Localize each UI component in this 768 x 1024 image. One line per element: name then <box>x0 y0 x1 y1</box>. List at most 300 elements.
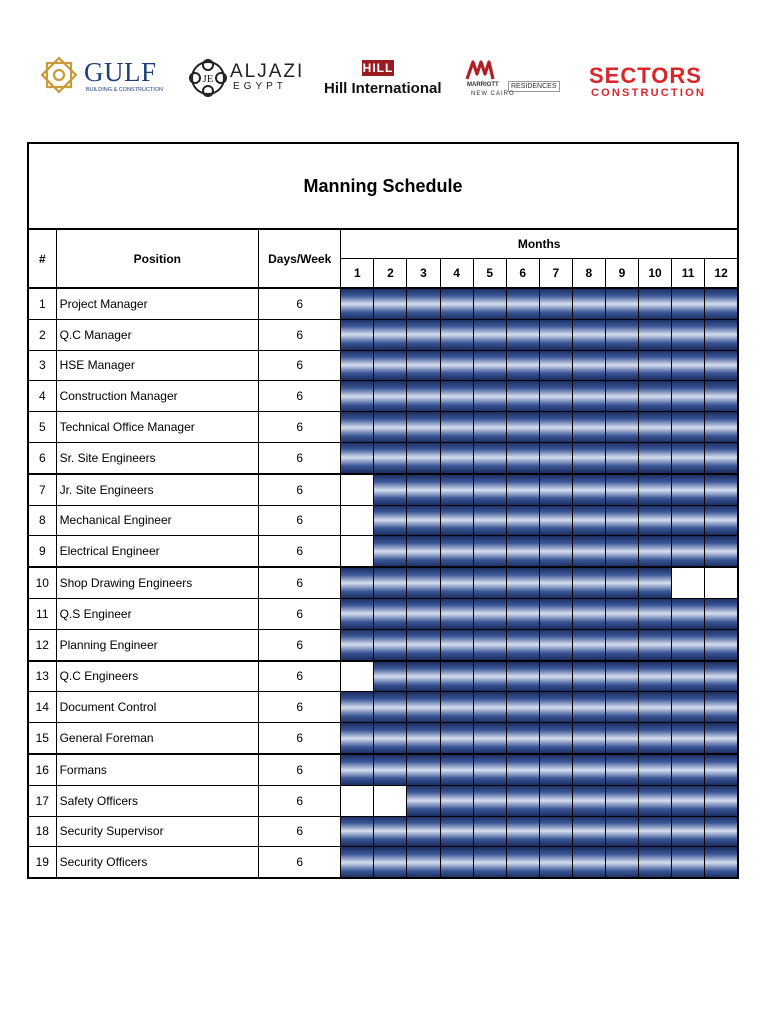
month-cell-10 <box>639 381 672 412</box>
month-cell-6 <box>506 754 539 785</box>
month-cell-5 <box>473 598 506 629</box>
month-cell-7 <box>539 816 572 847</box>
month-cell-1 <box>341 598 374 629</box>
month-cell-8 <box>572 754 605 785</box>
position-cell: Formans <box>56 754 259 785</box>
month-cell-1 <box>341 350 374 381</box>
month-cell-1 <box>341 847 374 878</box>
marriott-name: MARRIOTT <box>467 82 499 88</box>
month-cell-5 <box>473 692 506 723</box>
month-cell-12 <box>705 474 738 505</box>
days-cell: 6 <box>259 692 341 723</box>
month-cell-1 <box>341 319 374 350</box>
row-number: 19 <box>28 847 56 878</box>
month-cell-8 <box>572 847 605 878</box>
days-cell: 6 <box>259 288 341 319</box>
month-cell-9 <box>605 412 638 443</box>
marriott-logo <box>463 60 575 102</box>
month-cell-2 <box>374 567 407 598</box>
month-cell-1 <box>341 381 374 412</box>
month-cell-11 <box>672 661 705 692</box>
days-cell: 6 <box>259 847 341 878</box>
month-cell-2 <box>374 288 407 319</box>
month-cell-3 <box>407 629 440 660</box>
position-cell: Construction Manager <box>56 381 259 412</box>
month-cell-7 <box>539 505 572 536</box>
month-cell-10 <box>639 505 672 536</box>
aljazi-subtitle: EGYPT <box>233 81 287 92</box>
row-number: 7 <box>28 474 56 505</box>
month-cell-7 <box>539 723 572 754</box>
month-cell-6 <box>506 288 539 319</box>
gulf-logo <box>38 54 164 96</box>
days-cell: 6 <box>259 785 341 816</box>
month-cell-7 <box>539 567 572 598</box>
month-cell-5 <box>473 412 506 443</box>
row-number: 12 <box>28 629 56 660</box>
row-number: 1 <box>28 288 56 319</box>
month-cell-12 <box>705 350 738 381</box>
month-cell-8 <box>572 816 605 847</box>
month-cell-4 <box>440 288 473 319</box>
table-row <box>28 723 738 754</box>
month-header-11: 11 <box>672 259 705 289</box>
month-cell-1 <box>341 442 374 473</box>
month-cell-9 <box>605 816 638 847</box>
position-cell: HSE Manager <box>56 350 259 381</box>
row-number: 15 <box>28 723 56 754</box>
month-cell-11 <box>672 816 705 847</box>
month-cell-4 <box>440 442 473 473</box>
month-cell-10 <box>639 442 672 473</box>
month-cell-10 <box>639 754 672 785</box>
month-header-7: 7 <box>539 259 572 289</box>
position-cell: Q.C Engineers <box>56 661 259 692</box>
row-number: 17 <box>28 785 56 816</box>
month-cell-5 <box>473 350 506 381</box>
month-cell-9 <box>605 319 638 350</box>
table-row <box>28 288 738 319</box>
month-header-8: 8 <box>572 259 605 289</box>
month-cell-10 <box>639 629 672 660</box>
month-cell-2 <box>374 847 407 878</box>
month-cell-3 <box>407 505 440 536</box>
month-cell-6 <box>506 319 539 350</box>
row-number: 18 <box>28 816 56 847</box>
month-cell-9 <box>605 474 638 505</box>
month-cell-7 <box>539 629 572 660</box>
month-cell-4 <box>440 692 473 723</box>
month-cell-4 <box>440 785 473 816</box>
month-cell-5 <box>473 505 506 536</box>
month-cell-2 <box>374 350 407 381</box>
month-header-1: 1 <box>341 259 374 289</box>
days-cell: 6 <box>259 412 341 443</box>
month-cell-7 <box>539 754 572 785</box>
position-cell: Mechanical Engineer <box>56 505 259 536</box>
month-cell-12 <box>705 598 738 629</box>
month-cell-2 <box>374 785 407 816</box>
row-number: 6 <box>28 442 56 473</box>
marriott-subtitle: NEW CAIRO <box>471 91 515 97</box>
month-cell-9 <box>605 598 638 629</box>
month-cell-12 <box>705 536 738 567</box>
logo-bar <box>0 0 768 130</box>
position-cell: General Foreman <box>56 723 259 754</box>
month-cell-4 <box>440 723 473 754</box>
month-cell-10 <box>639 692 672 723</box>
month-cell-10 <box>639 723 672 754</box>
month-cell-12 <box>705 505 738 536</box>
month-cell-12 <box>705 785 738 816</box>
month-cell-7 <box>539 350 572 381</box>
month-cell-11 <box>672 598 705 629</box>
month-cell-6 <box>506 381 539 412</box>
days-cell: 6 <box>259 567 341 598</box>
days-cell: 6 <box>259 629 341 660</box>
month-cell-8 <box>572 412 605 443</box>
month-cell-3 <box>407 442 440 473</box>
month-cell-12 <box>705 847 738 878</box>
hill-name: Hill International <box>324 80 442 97</box>
table-row <box>28 598 738 629</box>
month-cell-3 <box>407 381 440 412</box>
header-num: # <box>28 229 56 288</box>
page-title: Manning Schedule <box>303 175 463 196</box>
month-cell-4 <box>440 847 473 878</box>
marriott-m-icon <box>465 60 495 80</box>
month-cell-2 <box>374 661 407 692</box>
row-number: 8 <box>28 505 56 536</box>
month-cell-3 <box>407 754 440 785</box>
month-cell-4 <box>440 319 473 350</box>
month-cell-7 <box>539 412 572 443</box>
hill-mark: HILL <box>362 61 394 75</box>
table-row <box>28 474 738 505</box>
month-cell-6 <box>506 536 539 567</box>
header-days: Days/Week <box>259 229 341 288</box>
month-cell-9 <box>605 288 638 319</box>
month-cell-1 <box>341 412 374 443</box>
month-cell-7 <box>539 536 572 567</box>
month-cell-7 <box>539 598 572 629</box>
month-cell-3 <box>407 598 440 629</box>
month-cell-12 <box>705 381 738 412</box>
month-cell-4 <box>440 505 473 536</box>
position-cell: Security Supervisor <box>56 816 259 847</box>
month-cell-3 <box>407 412 440 443</box>
month-cell-10 <box>639 661 672 692</box>
row-number: 10 <box>28 567 56 598</box>
table-row <box>28 816 738 847</box>
month-header-5: 5 <box>473 259 506 289</box>
month-cell-9 <box>605 785 638 816</box>
month-cell-9 <box>605 567 638 598</box>
sectors-logo <box>589 64 729 104</box>
month-cell-1 <box>341 816 374 847</box>
month-cell-6 <box>506 567 539 598</box>
month-cell-6 <box>506 350 539 381</box>
row-number: 3 <box>28 350 56 381</box>
schedule-table <box>27 228 739 879</box>
month-header-10: 10 <box>639 259 672 289</box>
row-number: 9 <box>28 536 56 567</box>
month-cell-7 <box>539 847 572 878</box>
month-cell-12 <box>705 629 738 660</box>
month-cell-10 <box>639 598 672 629</box>
month-cell-12 <box>705 567 738 598</box>
month-cell-8 <box>572 598 605 629</box>
month-cell-4 <box>440 381 473 412</box>
days-cell: 6 <box>259 474 341 505</box>
month-cell-1 <box>341 661 374 692</box>
month-cell-11 <box>672 412 705 443</box>
month-cell-1 <box>341 785 374 816</box>
month-cell-7 <box>539 474 572 505</box>
month-cell-3 <box>407 723 440 754</box>
month-cell-8 <box>572 785 605 816</box>
month-cell-8 <box>572 442 605 473</box>
table-row <box>28 692 738 723</box>
month-cell-11 <box>672 754 705 785</box>
month-cell-3 <box>407 536 440 567</box>
month-cell-6 <box>506 629 539 660</box>
table-row <box>28 661 738 692</box>
month-cell-1 <box>341 536 374 567</box>
month-cell-4 <box>440 536 473 567</box>
table-row <box>28 567 738 598</box>
month-cell-5 <box>473 847 506 878</box>
month-cell-6 <box>506 505 539 536</box>
days-cell: 6 <box>259 505 341 536</box>
table-row <box>28 536 738 567</box>
month-cell-9 <box>605 381 638 412</box>
row-number: 16 <box>28 754 56 785</box>
month-cell-11 <box>672 847 705 878</box>
days-cell: 6 <box>259 350 341 381</box>
month-cell-2 <box>374 692 407 723</box>
row-number: 4 <box>28 381 56 412</box>
month-cell-4 <box>440 629 473 660</box>
row-number: 2 <box>28 319 56 350</box>
month-cell-8 <box>572 474 605 505</box>
days-cell: 6 <box>259 598 341 629</box>
month-cell-6 <box>506 723 539 754</box>
month-cell-7 <box>539 288 572 319</box>
month-cell-3 <box>407 692 440 723</box>
month-cell-12 <box>705 319 738 350</box>
month-header-9: 9 <box>605 259 638 289</box>
month-cell-11 <box>672 723 705 754</box>
month-cell-9 <box>605 661 638 692</box>
table-row <box>28 847 738 878</box>
sectors-subtitle: CONSTRUCTION <box>591 87 707 99</box>
month-cell-3 <box>407 847 440 878</box>
month-cell-10 <box>639 319 672 350</box>
month-cell-5 <box>473 754 506 785</box>
month-cell-6 <box>506 692 539 723</box>
month-cell-7 <box>539 661 572 692</box>
month-cell-11 <box>672 319 705 350</box>
month-cell-8 <box>572 629 605 660</box>
title-box <box>27 142 739 228</box>
month-cell-2 <box>374 381 407 412</box>
month-cell-12 <box>705 661 738 692</box>
month-cell-8 <box>572 381 605 412</box>
month-cell-4 <box>440 661 473 692</box>
month-cell-6 <box>506 442 539 473</box>
month-cell-7 <box>539 442 572 473</box>
month-cell-2 <box>374 816 407 847</box>
position-cell: Security Officers <box>56 847 259 878</box>
row-number: 11 <box>28 598 56 629</box>
days-cell: 6 <box>259 536 341 567</box>
month-cell-12 <box>705 442 738 473</box>
month-cell-11 <box>672 629 705 660</box>
month-cell-3 <box>407 661 440 692</box>
month-cell-9 <box>605 754 638 785</box>
month-cell-10 <box>639 847 672 878</box>
position-cell: Document Control <box>56 692 259 723</box>
month-cell-6 <box>506 661 539 692</box>
gulf-subtitle: BUILDING & CONSTRUCTION <box>86 87 164 93</box>
month-cell-9 <box>605 723 638 754</box>
month-header-6: 6 <box>506 259 539 289</box>
month-cell-4 <box>440 350 473 381</box>
month-cell-7 <box>539 319 572 350</box>
month-cell-5 <box>473 381 506 412</box>
row-number: 13 <box>28 661 56 692</box>
days-cell: 6 <box>259 723 341 754</box>
month-cell-12 <box>705 692 738 723</box>
month-cell-12 <box>705 288 738 319</box>
month-cell-11 <box>672 381 705 412</box>
month-cell-8 <box>572 661 605 692</box>
month-cell-6 <box>506 412 539 443</box>
month-cell-2 <box>374 754 407 785</box>
month-cell-1 <box>341 567 374 598</box>
days-cell: 6 <box>259 754 341 785</box>
month-cell-3 <box>407 567 440 598</box>
table-row <box>28 412 738 443</box>
month-cell-8 <box>572 350 605 381</box>
month-cell-10 <box>639 567 672 598</box>
marriott-residences: RESIDENCES <box>508 81 560 92</box>
month-cell-11 <box>672 692 705 723</box>
table-row <box>28 319 738 350</box>
month-cell-5 <box>473 474 506 505</box>
month-cell-6 <box>506 785 539 816</box>
aljazi-emblem-icon <box>189 59 227 97</box>
month-cell-10 <box>639 474 672 505</box>
month-cell-1 <box>341 474 374 505</box>
position-cell: Planning Engineer <box>56 629 259 660</box>
aljazi-logo <box>189 58 305 100</box>
month-cell-3 <box>407 816 440 847</box>
month-cell-9 <box>605 350 638 381</box>
month-header-3: 3 <box>407 259 440 289</box>
month-cell-10 <box>639 350 672 381</box>
month-header-12: 12 <box>705 259 738 289</box>
schedule-body <box>28 288 738 878</box>
month-cell-1 <box>341 754 374 785</box>
month-cell-3 <box>407 288 440 319</box>
month-cell-8 <box>572 536 605 567</box>
month-cell-2 <box>374 598 407 629</box>
hill-logo <box>324 58 442 100</box>
month-cell-6 <box>506 598 539 629</box>
position-cell: Electrical Engineer <box>56 536 259 567</box>
table-row <box>28 442 738 473</box>
aljazi-name: ALJAZI <box>230 61 305 82</box>
month-cell-8 <box>572 723 605 754</box>
month-cell-9 <box>605 442 638 473</box>
month-cell-11 <box>672 785 705 816</box>
header-position: Position <box>56 229 259 288</box>
month-cell-4 <box>440 567 473 598</box>
position-cell: Jr. Site Engineers <box>56 474 259 505</box>
month-cell-11 <box>672 288 705 319</box>
month-cell-7 <box>539 381 572 412</box>
month-cell-5 <box>473 816 506 847</box>
table-row <box>28 350 738 381</box>
month-cell-8 <box>572 319 605 350</box>
month-cell-5 <box>473 567 506 598</box>
month-cell-11 <box>672 442 705 473</box>
month-cell-4 <box>440 754 473 785</box>
position-cell: Shop Drawing Engineers <box>56 567 259 598</box>
row-number: 5 <box>28 412 56 443</box>
month-cell-3 <box>407 474 440 505</box>
month-cell-2 <box>374 474 407 505</box>
month-cell-7 <box>539 692 572 723</box>
table-row <box>28 505 738 536</box>
month-cell-5 <box>473 536 506 567</box>
month-cell-6 <box>506 847 539 878</box>
month-cell-3 <box>407 785 440 816</box>
sectors-name: SECTORS <box>589 63 702 88</box>
month-cell-5 <box>473 723 506 754</box>
month-cell-1 <box>341 629 374 660</box>
month-cell-2 <box>374 442 407 473</box>
days-cell: 6 <box>259 442 341 473</box>
month-cell-12 <box>705 412 738 443</box>
gulf-name: GULF <box>84 57 157 87</box>
aljazi-mark: JE <box>202 73 214 85</box>
manning-schedule-sheet <box>27 142 739 879</box>
month-cell-5 <box>473 785 506 816</box>
position-cell: Project Manager <box>56 288 259 319</box>
month-cell-1 <box>341 288 374 319</box>
month-cell-3 <box>407 319 440 350</box>
month-cell-12 <box>705 723 738 754</box>
month-cell-9 <box>605 505 638 536</box>
month-cell-11 <box>672 505 705 536</box>
month-cell-9 <box>605 629 638 660</box>
position-cell: Technical Office Manager <box>56 412 259 443</box>
days-cell: 6 <box>259 661 341 692</box>
gulf-emblem-icon <box>38 54 80 96</box>
month-cell-6 <box>506 474 539 505</box>
month-cell-2 <box>374 629 407 660</box>
month-cell-9 <box>605 536 638 567</box>
month-cell-5 <box>473 319 506 350</box>
month-cell-3 <box>407 350 440 381</box>
month-cell-2 <box>374 536 407 567</box>
position-cell: Q.S Engineer <box>56 598 259 629</box>
month-cell-9 <box>605 692 638 723</box>
month-cell-8 <box>572 567 605 598</box>
